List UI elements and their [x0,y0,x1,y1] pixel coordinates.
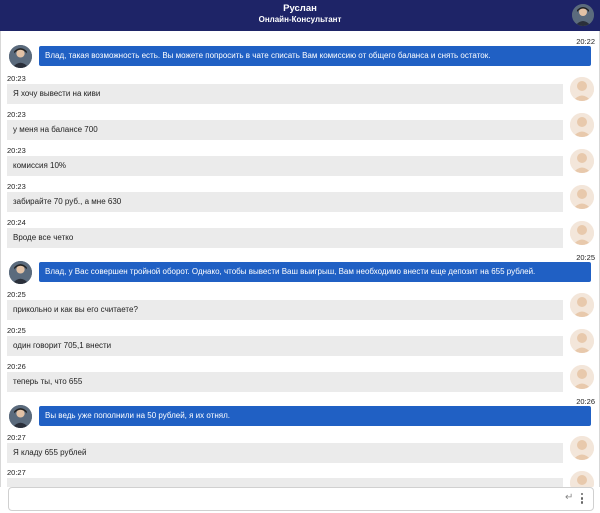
message-bubble: комиссия 10% [7,156,563,176]
message-list[interactable] [0,31,600,487]
user-message [7,110,597,142]
message-bubble [7,478,563,487]
message-bubble: теперь ты, что 655 [7,372,563,392]
message-time: 20:27 [7,433,26,442]
user-message [7,468,597,487]
user-message [7,362,597,394]
operator-avatar [9,405,32,428]
message-bubble: Вы ведь уже пополнили на 50 рублей, я их отнял. [39,406,591,426]
message-time: 20:24 [7,218,26,227]
message-time: 20:23 [7,110,26,119]
user-avatar [570,149,594,173]
user-message [7,182,597,214]
operator-name: Руслан [283,3,317,14]
user-avatar [570,113,594,137]
user-message [7,290,597,322]
operator-message [9,253,599,285]
user-avatar [570,77,594,101]
user-message [7,326,597,358]
user-avatar [570,329,594,353]
operator-avatar [9,261,32,284]
user-avatar [570,221,594,245]
message-bubble: забирайте 70 руб., а мне 630 [7,192,563,212]
user-avatar [570,471,594,487]
message-bubble: Я хочу вывести на киви [7,84,563,104]
message-time: 20:26 [576,397,595,406]
chat-header [0,0,600,31]
message-time: 20:26 [7,362,26,371]
user-avatar [570,185,594,209]
message-composer [8,487,594,511]
message-bubble: Я кладу 655 рублей [7,443,563,463]
message-time: 20:23 [7,74,26,83]
message-input[interactable] [15,491,559,509]
user-avatar [570,293,594,317]
message-bubble: Вроде все четко [7,228,563,248]
message-time: 20:25 [7,290,26,299]
operator-role: Онлайн-Консультант [258,15,342,24]
message-time: 20:27 [7,468,26,477]
operator-message [9,37,599,69]
operator-message [9,397,599,429]
message-bubble: Влад, у Вас совершен тройной оборот. Однако, чтобы вывести Ваш выигрыш, Вам необходимо внести еще депозит на 655 рублей. [39,262,591,282]
user-message [7,218,597,250]
message-bubble: один говорит 705,1 внести [7,336,563,356]
message-bubble: у меня на балансе 700 [7,120,563,140]
operator-avatar [572,4,594,26]
message-bubble: прикольно и как вы его считаете? [7,300,563,320]
more-vertical-icon[interactable] [579,491,585,507]
user-message [7,433,597,465]
operator-avatar [9,45,32,68]
message-time: 20:23 [7,182,26,191]
message-time: 20:22 [576,37,595,46]
message-time: 20:25 [576,253,595,262]
user-avatar [570,436,594,460]
enter-icon[interactable]: ↵ [565,492,574,503]
message-bubble: Влад, такая возможность есть. Вы можете попросить в чате списать Вам комиссию от общего баланса и снять остаток. [39,46,591,66]
message-time: 20:25 [7,326,26,335]
user-message [7,146,597,178]
user-avatar [570,365,594,389]
user-message [7,74,597,106]
message-time: 20:23 [7,146,26,155]
